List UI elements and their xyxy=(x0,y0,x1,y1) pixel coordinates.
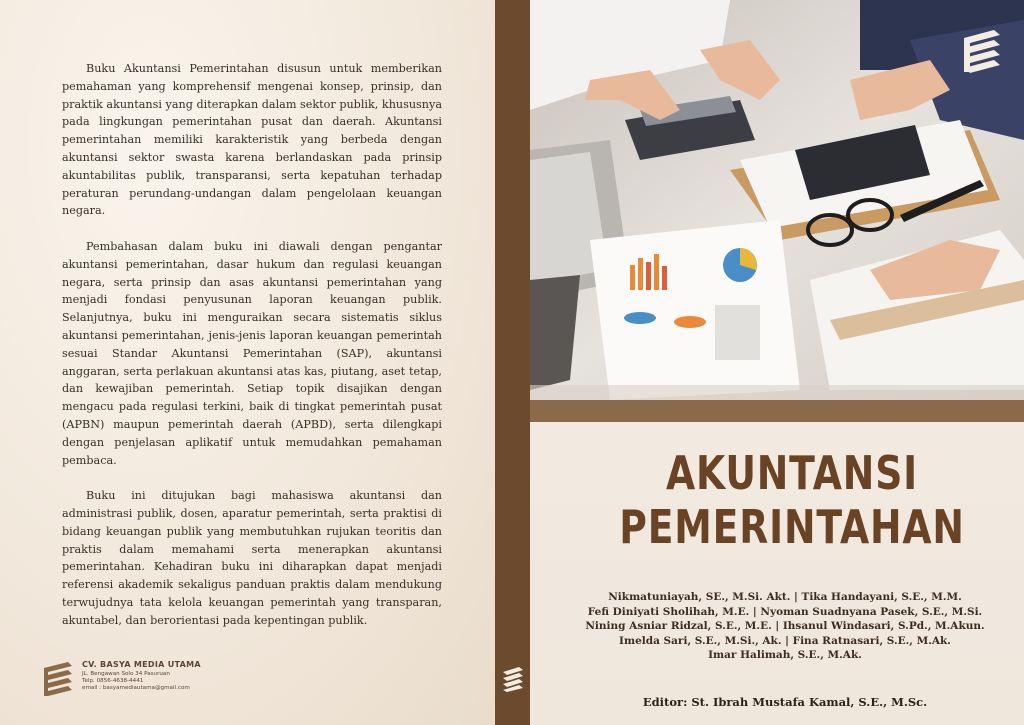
publisher-name: CV. BASYA MEDIA UTAMA xyxy=(82,660,201,669)
publisher-email: email : basyamediautama@gmail.com xyxy=(82,685,190,692)
blurb-paragraph-2: Pembahasan dalam buku ini diawali dengan pengantar akuntansi pemerintahan, dasar hukum dan regulasi keuangan negara, serta prinsip dan asas akuntansi pemerintahan yang menjadi fondasi penyusunan laporan keuangan publik. Selanjutnya, buku ini menguraikan secara sistematis siklus akuntansi pemerintahan, jenis-jenis laporan keuangan pemerintah sesuai Standar Akuntansi Pemerintahan (SAP), akuntansi anggaran, serta perlakuan akuntansi atas kas, piutang, aset tetap, dan kewajiban pemerintah. Setiap topik disajikan dengan mengacu pada regulasi terkini, baik di tingkat pemerintah pusat (APBN) maupun pemerintah daerah (APBD), serta dilengkapi dengan penjelasan aplikatif untuk memudahkan pemahaman pembaca. xyxy=(62,239,442,467)
corner-logo-icon xyxy=(962,28,1002,74)
title-line-2: PEMERINTAHAN xyxy=(619,500,965,554)
back-cover xyxy=(0,0,495,725)
author-line: Imelda Sari, S.E., M.Si., Ak. | Fina Ratnasari, S.E., M.Ak. xyxy=(619,634,951,647)
back-blurb xyxy=(62,60,442,647)
author-list xyxy=(560,590,1010,663)
editor-credit: Editor: St. Ibrah Mustafa Kamal, S.E., M.Sc. xyxy=(642,695,928,709)
spine-logo-icon xyxy=(502,666,524,692)
blurb-paragraph-3: Buku ini ditujukan bagi mahasiswa akuntansi dan administrasi publik, dosen, aparatur pemerintah, serta praktisi di bidang keuangan publik yang membutuhkan rujukan teoritis dan praktis dalam memahami serta menerapkan akuntansi pemerintahan. Kehadiran buku ini diharapkan dapat menjadi referensi akademik sekaligus panduan praktis dalam mendukung terwujudnya tata kelola keuangan pemerintah yang transparan, akuntabel, dan berorientasi pada kepentingan publik. xyxy=(62,489,442,627)
publisher-logo-icon xyxy=(42,660,74,698)
cover-band xyxy=(530,400,1024,422)
author-line: Fefi Diniyati Sholihah, M.E. | Nyoman Suadnyana Pasek, S.E., M.Si. xyxy=(587,605,983,618)
publisher-phone: Telp. 0856-4638-4441 xyxy=(82,678,144,685)
cover-photo xyxy=(530,0,1024,400)
title-line-1: AKUNTANSI xyxy=(665,446,919,500)
author-line: Imar Halimah, S.E., M.Ak. xyxy=(708,649,862,662)
author-line: Nining Asniar Ridzal, S.E., M.E. | Ihsanul Windasari, S.Pd., M.Akun. xyxy=(585,620,985,633)
publisher-block xyxy=(42,660,201,698)
book-title xyxy=(602,446,982,554)
blurb-paragraph-1: Buku Akuntansi Pemerintahan disusun untuk memberikan pemahaman yang komprehensif mengenai konsep, prinsip, dan praktik akuntansi yang diterapkan dalam sektor publik, khususnya pada lingkungan pemerintahan pusat dan daerah. Akuntansi pemerintahan memiliki karakteristik yang berbeda dengan akuntansi sektor swasta karena berlandaskan pada prinsip akuntabilitas publik, transparansi, serta kepatuhan terhadap peraturan perundang-undangan dalam pengelolaan keuangan negara. xyxy=(62,62,442,218)
book-spine xyxy=(495,0,530,725)
publisher-address: JL. Bengawan Solo 34 Pasuruan xyxy=(82,671,170,677)
author-line: Nikmatuniayah, SE., M.Si. Akt. | Tika Handayani, S.E., M.M. xyxy=(608,591,962,603)
